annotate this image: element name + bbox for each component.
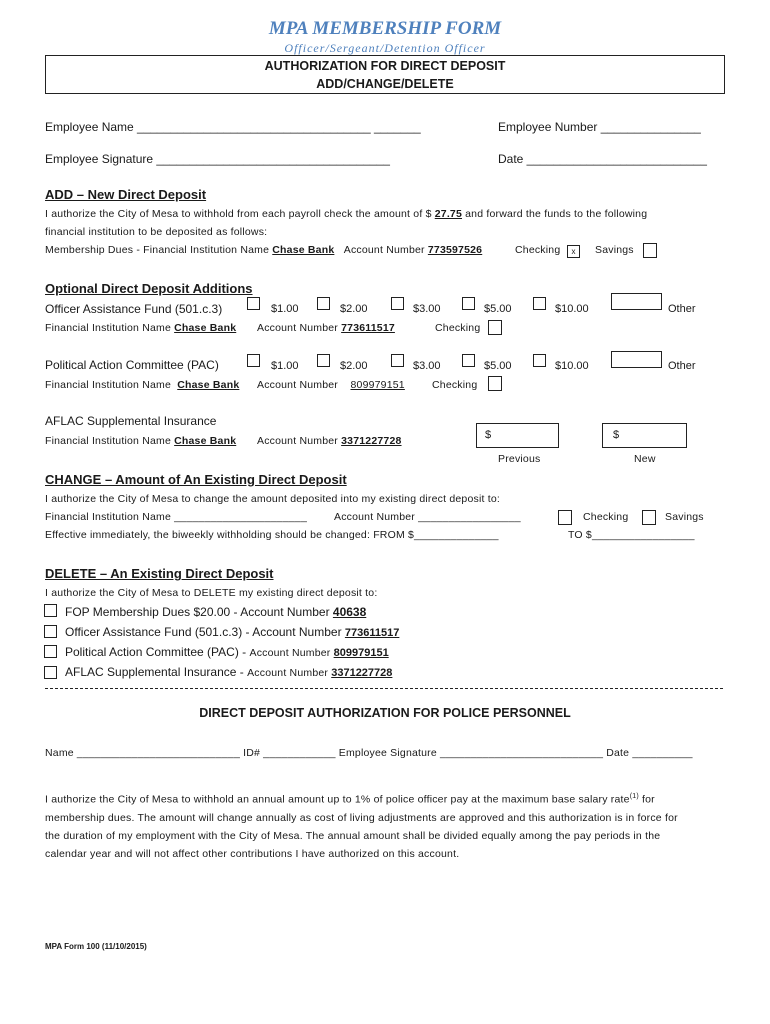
delete-oaf-label: Officer Assistance Fund (501.c.3) - Account Number 773611517 xyxy=(65,625,400,639)
membership-dues-line: Membership Dues - Financial Institution Name Chase Bank Account Number 773597526 xyxy=(45,244,483,256)
dues-checking-checkbox[interactable]: x xyxy=(567,245,580,258)
add-change-delete-title: ADD/CHANGE/DELETE xyxy=(316,77,454,91)
pac-1-label: $1.00 xyxy=(271,360,299,372)
dues-checking-label: Checking xyxy=(515,244,561,256)
delete-fop-checkbox[interactable] xyxy=(44,604,57,617)
oaf-5-checkbox[interactable] xyxy=(462,297,475,310)
change-account-field[interactable]: Account Number _________________ xyxy=(334,511,521,523)
delete-pac-label: Political Action Committee (PAC) - Account Number 809979151 xyxy=(65,645,389,659)
form-subtitle: Officer/Sergeant/Detention Officer xyxy=(284,41,486,55)
pac-3-checkbox[interactable] xyxy=(391,354,404,367)
delete-aflac-label: AFLAC Supplemental Insurance - Account Number 3371227728 xyxy=(65,665,393,679)
change-section-heading: CHANGE – Amount of An Existing Direct Deposit xyxy=(45,472,347,487)
aflac-new-label: New xyxy=(634,453,656,465)
section-divider xyxy=(45,688,723,689)
pac-1-checkbox[interactable] xyxy=(247,354,260,367)
employee-number-field[interactable]: Employee Number _______________ xyxy=(498,120,701,134)
form-footer-id: MPA Form 100 (11/10/2015) xyxy=(45,942,147,951)
pac-2-label: $2.00 xyxy=(340,360,368,372)
change-bank-field[interactable]: Financial Institution Name ______________________ xyxy=(45,511,307,523)
police-paragraph-line-3: the duration of my employment with the City of Mesa. The annual amount shall be divided equally among the pay periods in the xyxy=(45,830,661,842)
delete-pac-checkbox[interactable] xyxy=(44,645,57,658)
pac-2-checkbox[interactable] xyxy=(317,354,330,367)
pac-checking-checkbox[interactable] xyxy=(488,376,502,391)
pac-5-checkbox[interactable] xyxy=(462,354,475,367)
oaf-10-label: $10.00 xyxy=(555,303,589,315)
change-from-field[interactable]: Effective immediately, the biweekly withholding should be changed: FROM $______________ xyxy=(45,529,499,541)
oaf-other-input[interactable] xyxy=(611,293,662,310)
pac-5-label: $5.00 xyxy=(484,360,512,372)
pac-account-line: Account Number 809979151 xyxy=(257,379,405,391)
pac-10-checkbox[interactable] xyxy=(533,354,546,367)
change-to-field[interactable]: TO $_________________ xyxy=(568,529,695,541)
oaf-1-label: $1.00 xyxy=(271,303,299,315)
pac-10-label: $10.00 xyxy=(555,360,589,372)
dues-account: 773597526 xyxy=(427,244,483,256)
form-title: MPA MEMBERSHIP FORM xyxy=(268,18,502,39)
oaf-bank-line: Financial Institution Name Chase Bank xyxy=(45,322,237,334)
pac-other-label: Other xyxy=(668,360,696,372)
change-authorization-text: I authorize the City of Mesa to change the amount deposited into my existing direct deposit to: xyxy=(45,493,500,505)
oaf-2-checkbox[interactable] xyxy=(317,297,330,310)
change-checking-label: Checking xyxy=(583,511,629,523)
add-authorization-text: I authorize the City of Mesa to withhold from each payroll check the amount of $ 27.75 and forward the funds to the following xyxy=(45,208,648,220)
change-checking-checkbox[interactable] xyxy=(558,510,572,525)
aflac-name: AFLAC Supplemental Insurance xyxy=(45,414,217,428)
employee-name-field[interactable]: Employee Name ___________________________________ _______ xyxy=(45,120,421,134)
add-amount: 27.75 xyxy=(434,208,463,220)
police-section-heading: DIRECT DEPOSIT AUTHORIZATION FOR POLICE PERSONNEL xyxy=(199,706,571,720)
delete-oaf-checkbox[interactable] xyxy=(44,625,57,638)
dues-bank: Chase Bank xyxy=(272,244,335,256)
pac-name: Political Action Committee (PAC) xyxy=(45,358,219,372)
oaf-3-label: $3.00 xyxy=(413,303,441,315)
oaf-2-label: $2.00 xyxy=(340,303,368,315)
change-savings-checkbox[interactable] xyxy=(642,510,656,525)
employee-signature-field[interactable]: Employee Signature ___________________________________ xyxy=(45,152,390,166)
pac-checking-label: Checking xyxy=(432,379,478,391)
delete-aflac-checkbox[interactable] xyxy=(44,666,57,679)
aflac-previous-dollar: $ xyxy=(485,429,492,441)
oaf-checking-label: Checking xyxy=(435,322,481,334)
oaf-3-checkbox[interactable] xyxy=(391,297,404,310)
aflac-new-dollar: $ xyxy=(613,429,620,441)
aflac-bank-line: Financial Institution Name Chase Bank xyxy=(45,435,237,447)
delete-section-heading: DELETE – An Existing Direct Deposit xyxy=(45,566,274,581)
pac-bank-line: Financial Institution Name Chase Bank xyxy=(45,379,240,391)
oaf-5-label: $5.00 xyxy=(484,303,512,315)
police-fields-line[interactable]: Name ___________________________ ID# ____________ Employee Signature ___________________________ Date __________ xyxy=(45,747,693,759)
aflac-previous-label: Previous xyxy=(498,453,541,465)
change-savings-label: Savings xyxy=(665,511,704,523)
police-paragraph-line-2: membership dues. The amount will change annually as cost of living adjustments are approved and this authorization is in force for xyxy=(45,812,678,824)
delete-fop-label: FOP Membership Dues $20.00 - Account Number 40638 xyxy=(65,605,367,619)
oaf-10-checkbox[interactable] xyxy=(533,297,546,310)
aflac-account-line: Account Number 3371227728 xyxy=(257,435,402,447)
delete-authorization-text: I authorize the City of Mesa to DELETE my existing direct deposit to: xyxy=(45,587,378,599)
add-authorization-text-2: financial institution to be deposited as follows: xyxy=(45,226,268,238)
oaf-checking-checkbox[interactable] xyxy=(488,320,502,335)
oaf-account-line: Account Number 773611517 xyxy=(257,322,395,334)
dues-savings-label: Savings xyxy=(595,244,634,256)
pac-3-label: $3.00 xyxy=(413,360,441,372)
dues-savings-checkbox[interactable] xyxy=(643,243,657,258)
add-section-heading: ADD – New Direct Deposit xyxy=(45,187,207,202)
police-paragraph-line-4: calendar year and will not affect other contributions I have authorized on this account. xyxy=(45,848,460,860)
oaf-name: Officer Assistance Fund (501.c.3) xyxy=(45,302,223,316)
optional-section-heading: Optional Direct Deposit Additions xyxy=(45,281,253,296)
oaf-other-label: Other xyxy=(668,303,696,315)
police-paragraph-line-1: I authorize the City of Mesa to withhold an annual amount up to 1% of police officer pay at the maximum base salary rate$^{(1)}$ for xyxy=(45,793,655,806)
authorization-title: AUTHORIZATION FOR DIRECT DEPOSIT xyxy=(264,59,506,73)
pac-other-input[interactable] xyxy=(611,351,662,368)
date-field[interactable]: Date ___________________________ xyxy=(498,152,707,166)
oaf-1-checkbox[interactable] xyxy=(247,297,260,310)
